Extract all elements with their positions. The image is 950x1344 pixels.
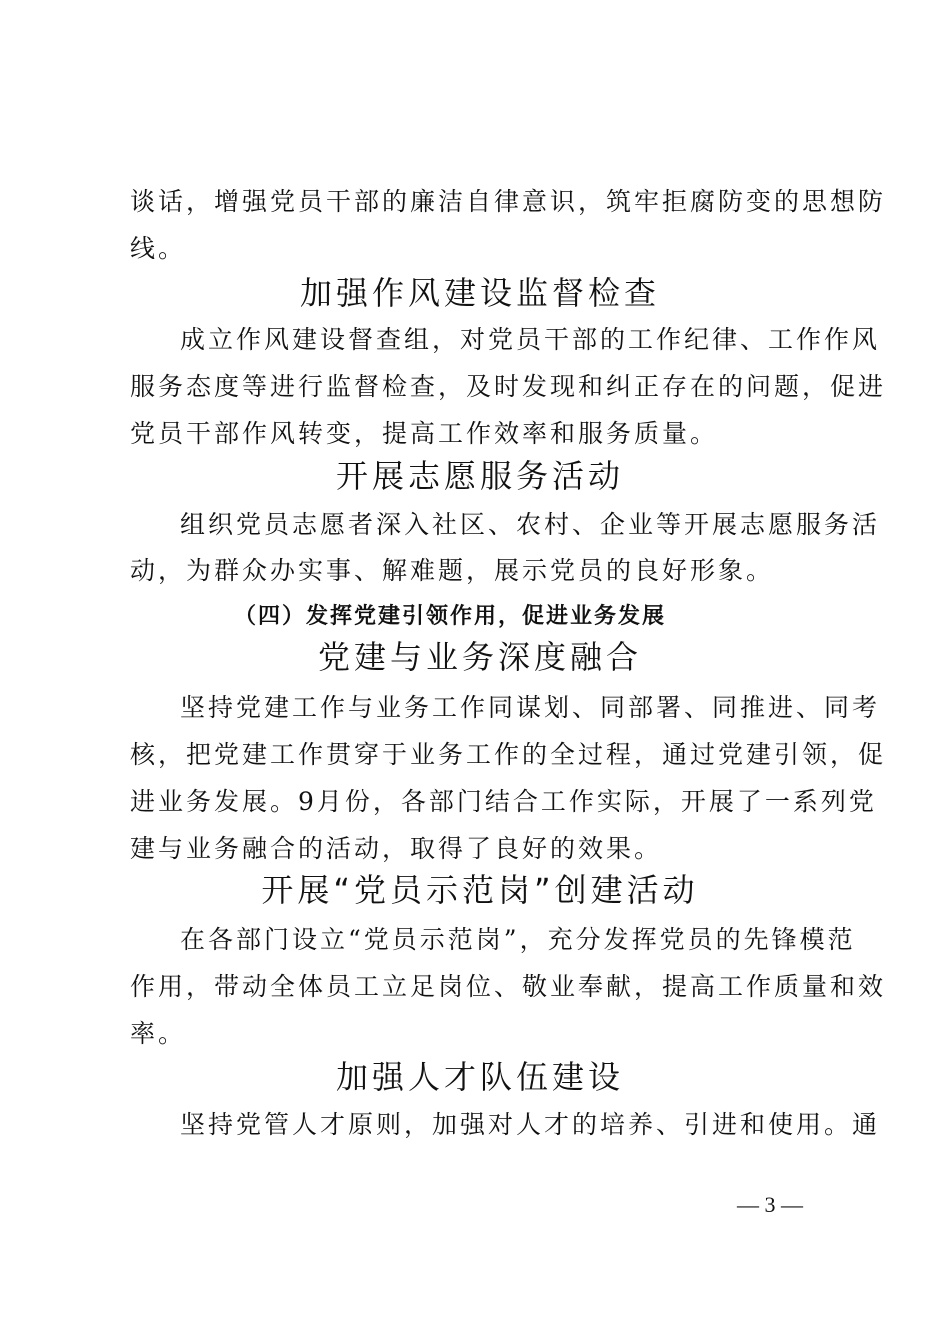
section-subheading: （四）发挥党建引领作用，促进业务发展: [233, 603, 666, 629]
section-heading: 开展“党员示范岗”创建活动: [261, 871, 699, 909]
paragraph-line: 坚持党管人才原则，加强对人才的培养、引进和使用。通: [180, 1110, 881, 1139]
paragraph-line: 在各部门设立“党员示范岗”，充分发挥党员的先锋模范: [180, 925, 856, 954]
section-heading: 加强作风建设监督检查: [299, 274, 660, 312]
paragraph-line: 进业务发展。9月份，各部门结合工作实际，开展了一系列党: [130, 787, 877, 816]
paragraph-line: 作用，带动全体员工立足岗位、敬业奉献，提高工作质量和效: [130, 972, 887, 1001]
paragraph-line: 组织党员志愿者深入社区、农村、企业等开展志愿服务活: [180, 510, 881, 539]
paragraph-line: 率。: [130, 1019, 187, 1048]
section-heading: 党建与业务深度融合: [317, 638, 642, 676]
paragraph-line: 党员干部作风转变，提高工作效率和服务质量。: [130, 419, 719, 448]
section-heading: 开展志愿服务活动: [335, 457, 624, 495]
section-heading: 加强人才队伍建设: [335, 1058, 624, 1096]
paragraph-line: 线。: [130, 234, 187, 263]
paragraph-line: 坚持党建工作与业务工作同谋划、同部署、同推进、同考: [180, 693, 881, 722]
paragraph-line: 服务态度等进行监督检查，及时发现和纠正存在的问题，促进: [130, 372, 887, 401]
paragraph-line: 核，把党建工作贯穿于业务工作的全过程，通过党建引领，促: [130, 740, 887, 769]
page-number: — 3 —: [737, 1192, 803, 1217]
paragraph-line: 建与业务融合的活动，取得了良好的效果。: [130, 834, 663, 863]
paragraph-line: 动，为群众办实事、解难题，展示党员的良好形象。: [130, 556, 775, 585]
paragraph-line: 谈话，增强党员干部的廉洁自律意识，筑牢拒腐防变的思想防: [130, 187, 887, 216]
paragraph-line: 成立作风建设督查组，对党员干部的工作纪律、工作作风: [180, 325, 881, 354]
